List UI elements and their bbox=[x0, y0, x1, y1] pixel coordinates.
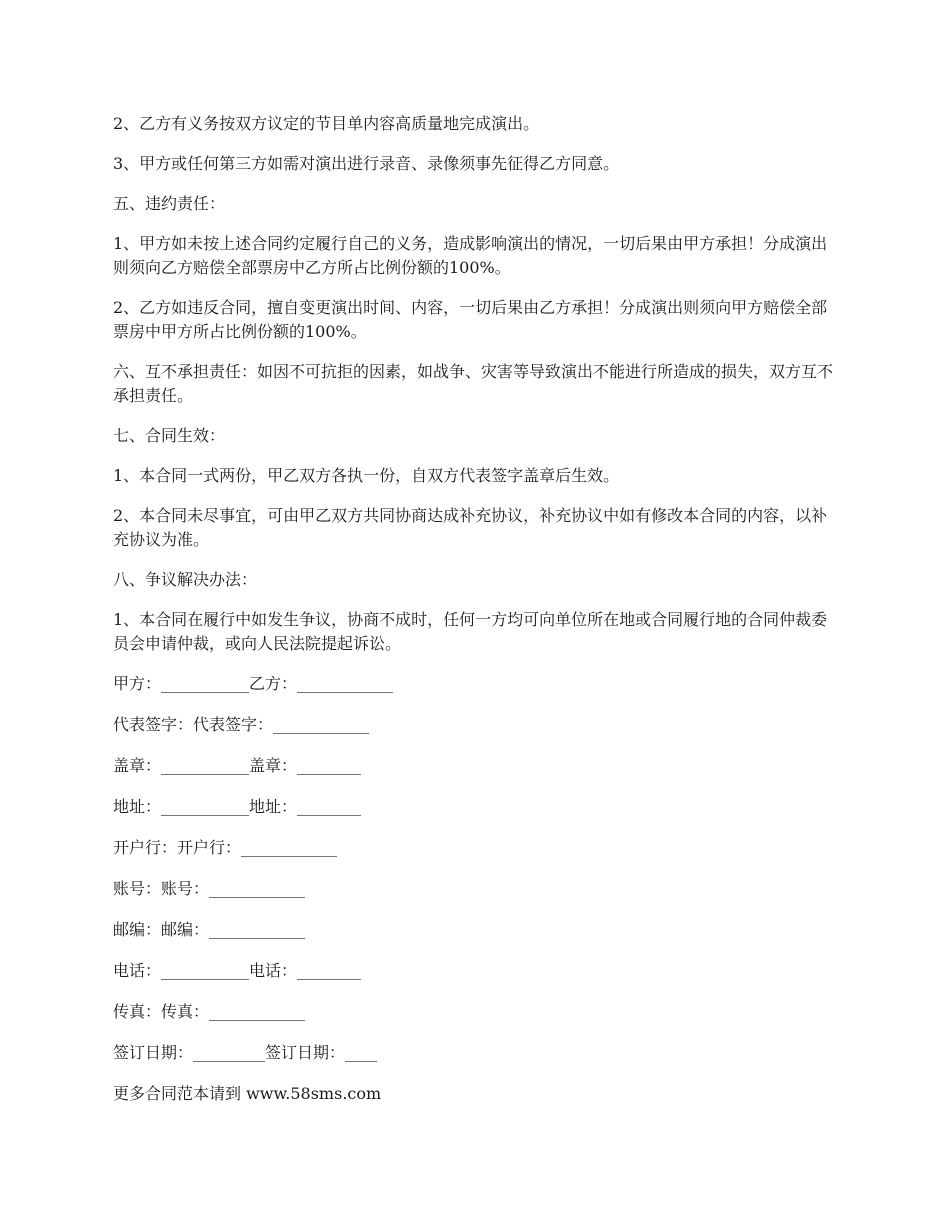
clause-recording-consent: 3、甲方或任何第三方如需对演出进行录音、录像须事先征得乙方同意。 bbox=[113, 154, 620, 173]
section-heading-breach: 五、违约责任： bbox=[113, 194, 226, 213]
signature-account-line: 账号：账号：____________ bbox=[113, 879, 306, 898]
signature-phone-line: 电话：___________电话：________ bbox=[113, 961, 362, 980]
section-force-majeure: 六、互不承担责任：如因不可抗拒的因素，如战争、灾害等导致演出不能进行所造成的损失，双方互不承担责任。 bbox=[113, 362, 834, 405]
signature-date-line: 签订日期：_________签订日期：____ bbox=[113, 1043, 378, 1062]
signature-bank-line: 开户行：开户行：____________ bbox=[113, 838, 338, 857]
clause-arbitration: 1、本合同在履行中如发生争议，协商不成时，任何一方均可向单位所在地或合同履行地的合同仲裁委员会申请仲裁，或向人民法院提起诉讼。 bbox=[113, 610, 828, 653]
signature-representative-line: 代表签字：代表签字：____________ bbox=[113, 715, 370, 734]
signature-party-line: 甲方：___________乙方：____________ bbox=[113, 674, 394, 693]
clause-supplement: 2、本合同未尽事宜，可由甲乙双方共同协商达成补充协议，补充协议中如有修改本合同的内容，以补充协议为准。 bbox=[113, 506, 828, 549]
signature-fax-line: 传真：传真：____________ bbox=[113, 1002, 306, 1021]
section-heading-effectiveness: 七、合同生效： bbox=[113, 426, 226, 445]
signature-seal-line: 盖章：___________盖章：________ bbox=[113, 756, 362, 775]
section-heading-dispute: 八、争议解决办法： bbox=[113, 570, 258, 589]
clause-party-a-breach: 1、甲方如未按上述合同约定履行自己的义务，造成影响演出的情况，一切后果由甲方承担！分成演出则须向乙方赔偿全部票房中乙方所占比例份额的100%。 bbox=[113, 234, 828, 277]
contract-page bbox=[113, 112, 843, 1122]
signature-address-line: 地址：___________地址：________ bbox=[113, 797, 362, 816]
signature-postcode-line: 邮编：邮编：____________ bbox=[113, 920, 306, 939]
clause-performance-quality: 2、乙方有义务按双方议定的节目单内容高质量地完成演出。 bbox=[113, 114, 540, 133]
clause-copies: 1、本合同一式两份，甲乙双方各执一份，自双方代表签字盖章后生效。 bbox=[113, 466, 620, 485]
clause-party-b-breach: 2、乙方如违反合同，擅自变更演出时间、内容，一切后果由乙方承担！分成演出则须向甲方赔偿全部票房中甲方所占比例份额的100%。 bbox=[113, 298, 828, 341]
footer-more-templates: 更多合同范本请到 www.58sms.com bbox=[113, 1084, 382, 1103]
